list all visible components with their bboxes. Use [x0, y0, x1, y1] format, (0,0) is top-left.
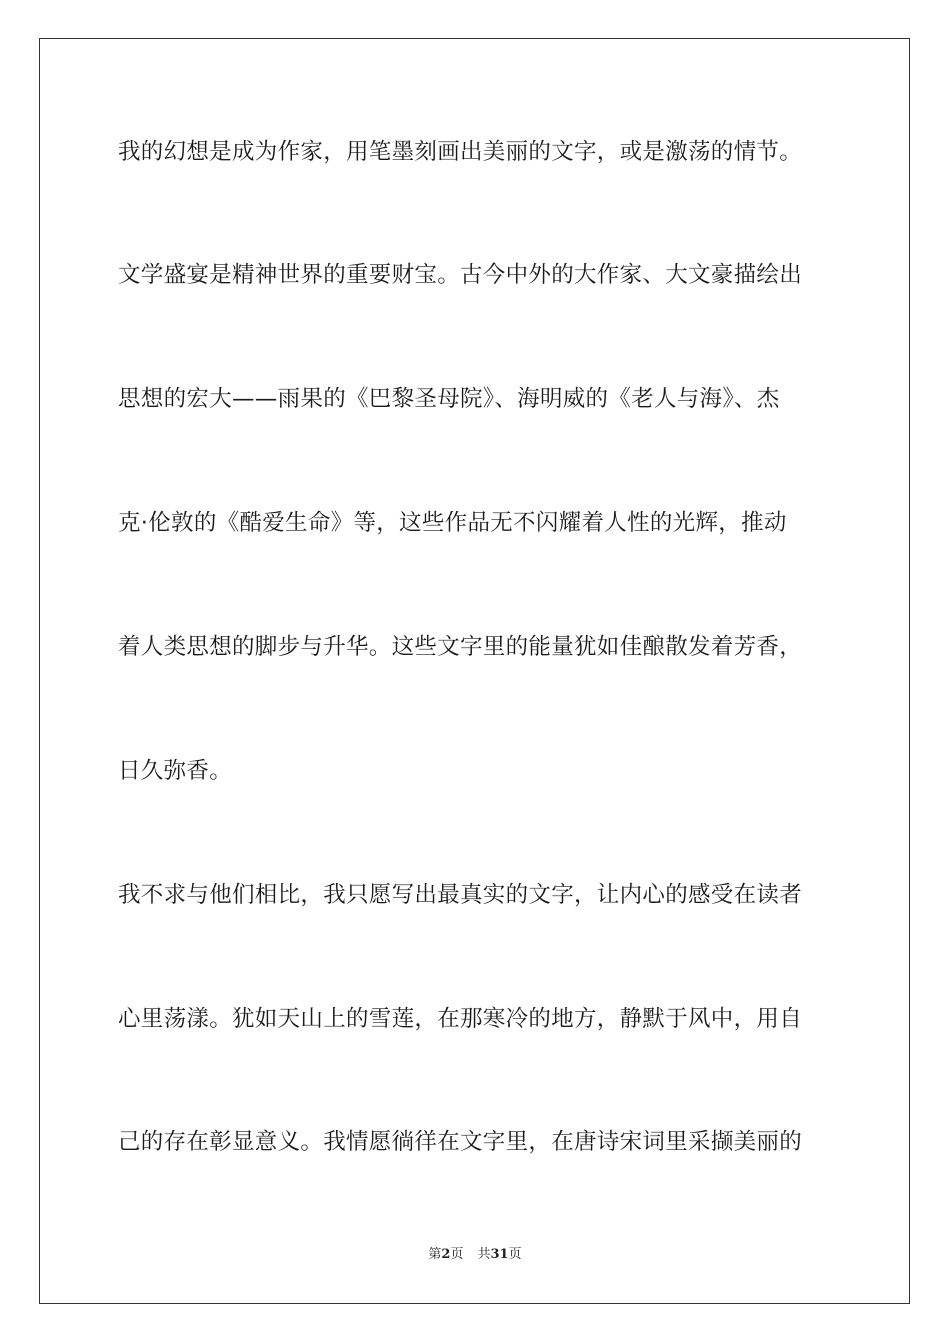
total-prefix: 共 — [477, 1247, 491, 1262]
paragraph-line: 文学盛宴是精神世界的重要财宝。古今中外的大作家、大文豪描绘出 — [118, 262, 803, 288]
page-footer — [0, 1246, 950, 1264]
paragraph-line: 己的存在彰显意义。我情愿徜徉在文字里，在唐诗宋词里采撷美丽的 — [118, 1129, 803, 1155]
paragraph-line: 思想的宏大——雨果的《巴黎圣母院》、海明威的《老人与海》、杰 — [118, 386, 780, 412]
paragraph-line: 克·伦敦的《酷爱生命》等，这些作品无不闪耀着人性的光辉，推动 — [118, 510, 787, 536]
page-border — [39, 38, 910, 1304]
paragraph-line: 我的幻想是成为作家，用笔墨刻画出美丽的文字，或是激荡的情节。 — [118, 139, 803, 165]
total-suffix: 页 — [508, 1247, 522, 1262]
page-prefix: 第 — [428, 1247, 442, 1262]
page-suffix: 页 — [450, 1247, 464, 1262]
paragraph-line: 我不求与他们相比，我只愿写出最真实的文字，让内心的感受在读者 — [118, 882, 803, 908]
total-pages: 31 — [490, 1247, 509, 1262]
paragraph-line: 日久弥香。 — [118, 758, 233, 784]
paragraph-line: 着人类思想的脚步与升华。这些文字里的能量犹如佳酿散发着芳香， — [118, 634, 803, 660]
paragraph-line: 心里荡漾。犹如天山上的雪莲，在那寒冷的地方，静默于风中，用自 — [118, 1006, 803, 1032]
page-number: 2 — [441, 1247, 451, 1262]
